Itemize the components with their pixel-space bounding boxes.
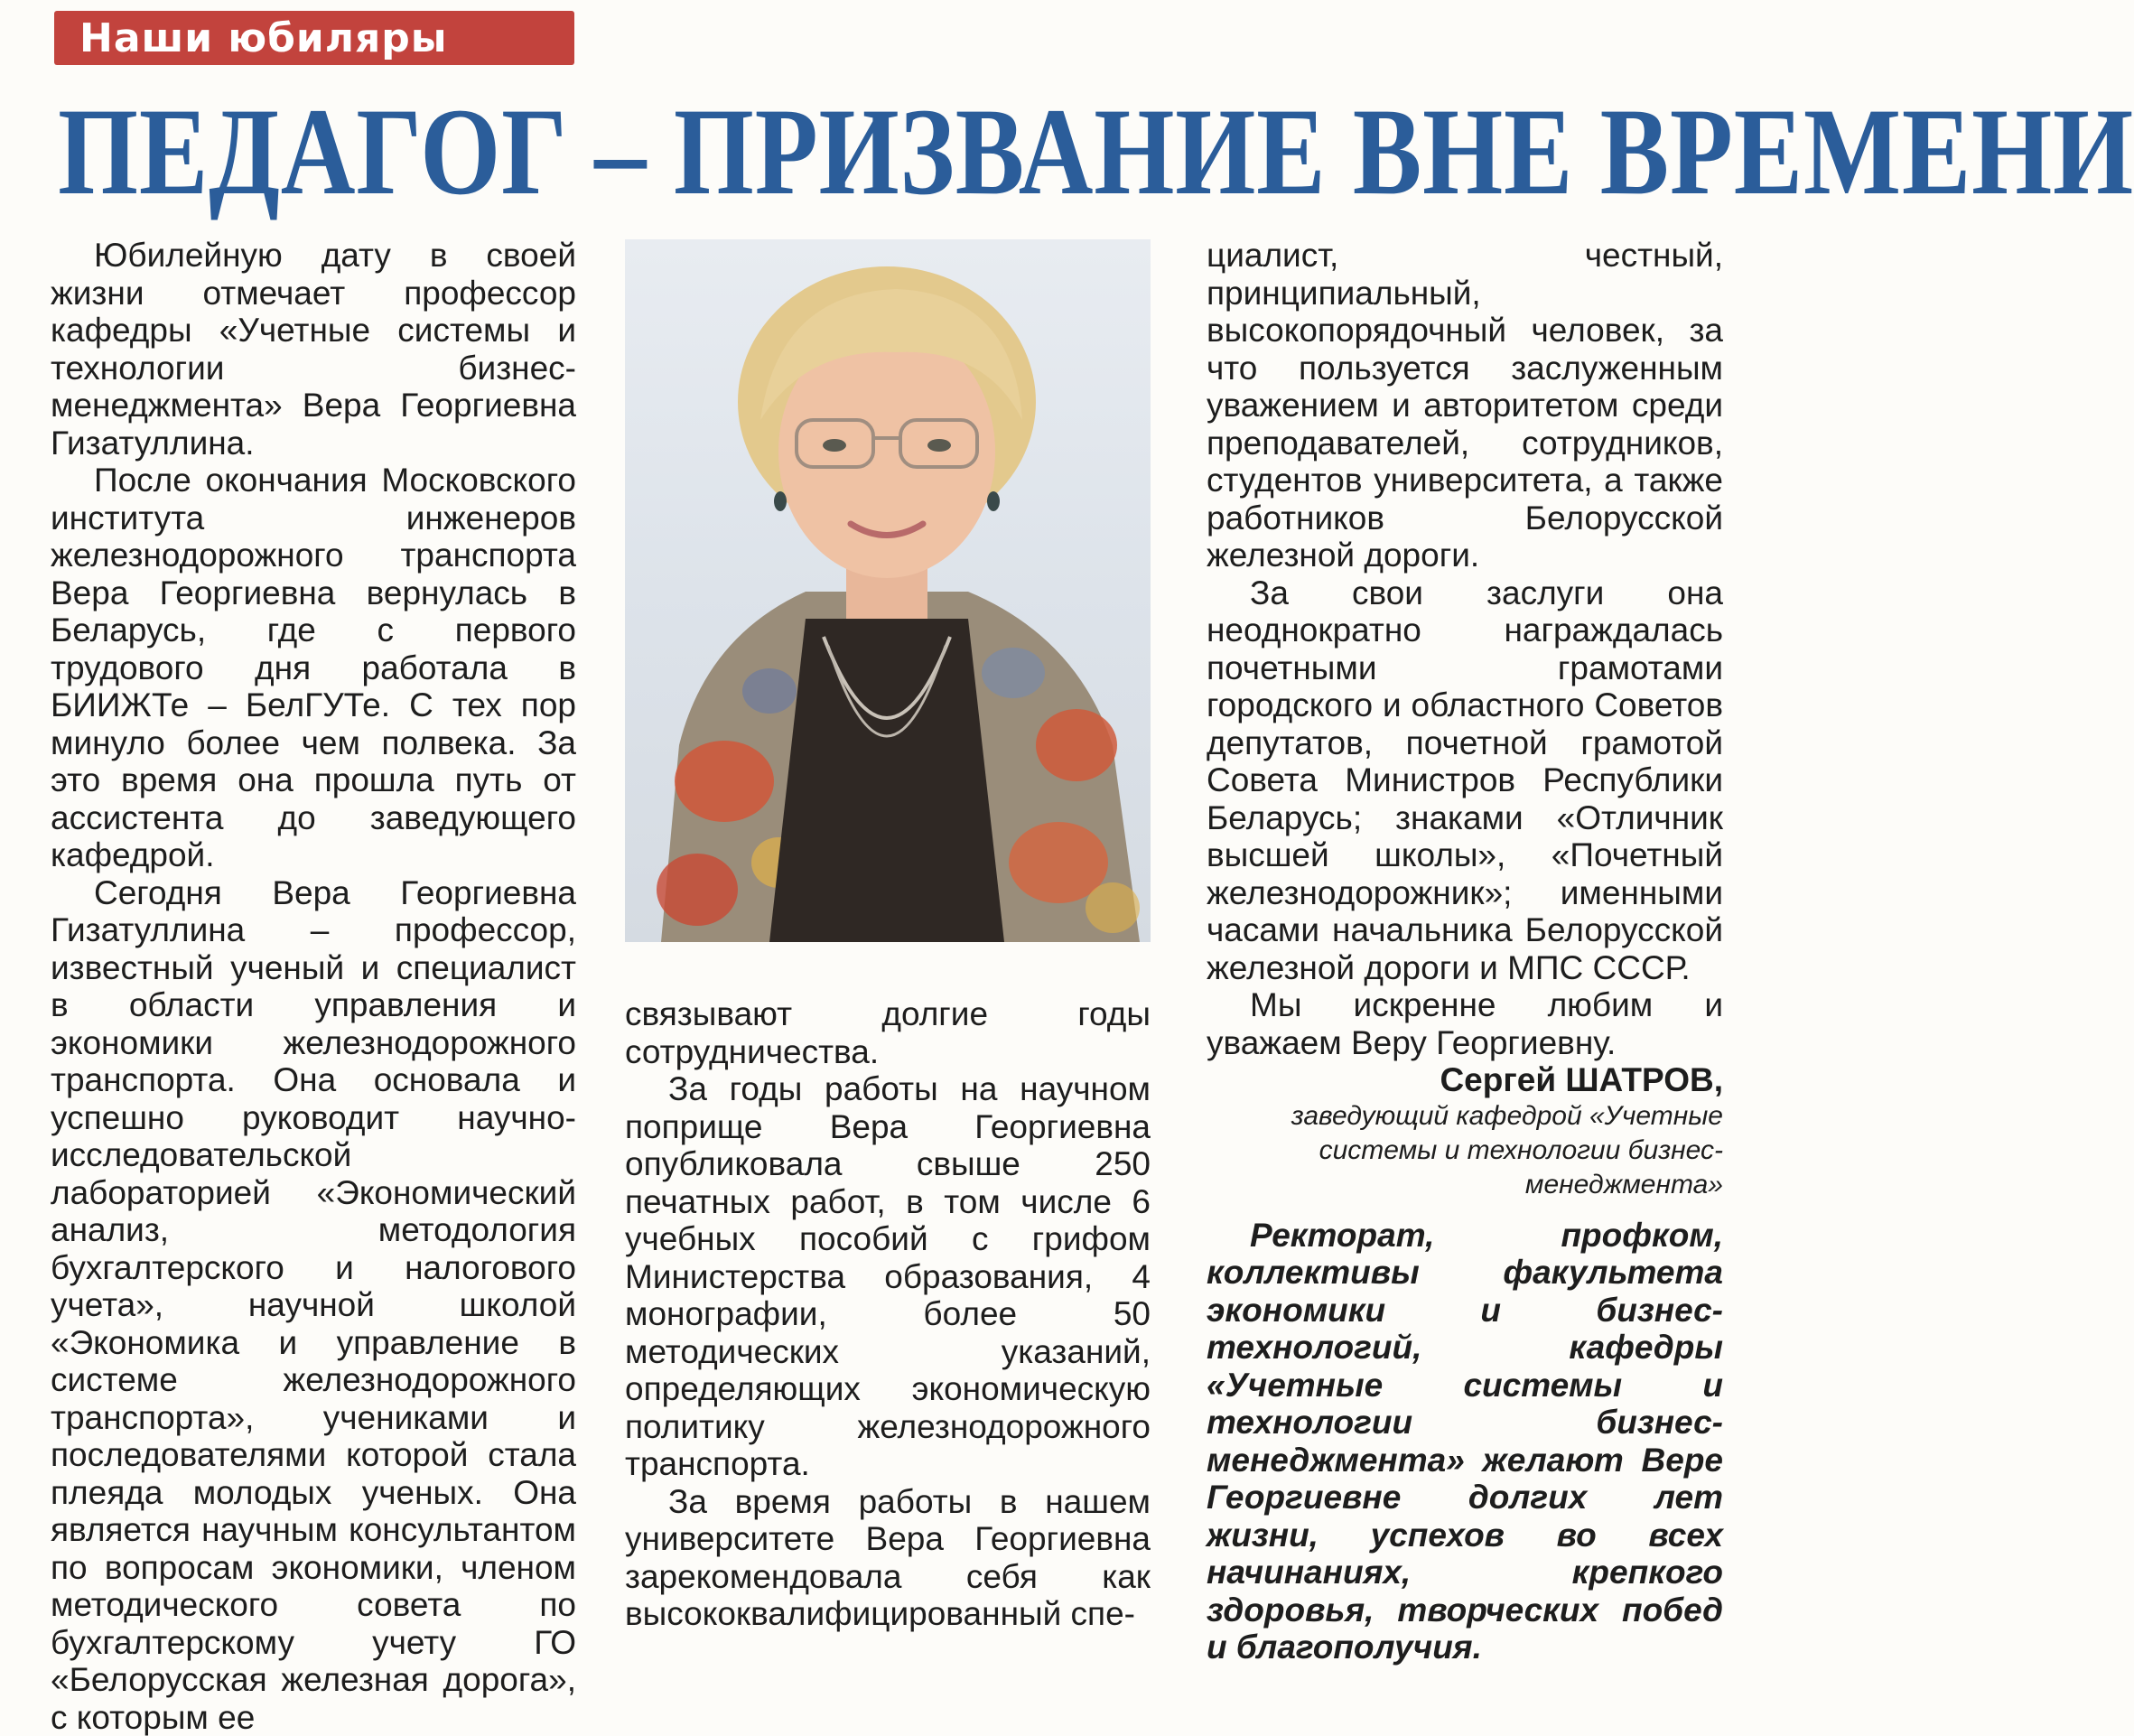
author-name: Сергей ШАТРОВ,	[1207, 1061, 1723, 1099]
paragraph: За свои заслуги она неоднократно награждалась почетными грамотами городского и областного Советов депутатов, почетной грамотой Совета Министров Республики Беларусь; знаками «Отличник высшей школы», «Почетный железнодорожник»; именными часами начальника Белорусской железной дороги и МПС СССР.	[1207, 574, 1723, 987]
greeting-text: Ректорат, профком, коллективы факультета экономики и бизнес-технологий, кафедры «Учетные системы и технологии бизнес-менеджмента» желают Вере Георгиевне долгих лет жизни, успехов во всех начинаниях, крепкого здоровья, творческих побед и благополучия.	[1207, 1217, 1723, 1666]
rubric-banner	[54, 11, 574, 65]
paragraph: За годы работы на научном поприще Вера Георгиевна опубликовала свыше 250 печатных работ, в том числе 6 учебных пособий с грифом Министерства образования, 4 монографии, более 50 методических указаний, определяющих экономическую политику железнодорожного транспорта.	[625, 1070, 1151, 1483]
rubric-label: Наши юбиляры	[79, 15, 447, 61]
paragraph: После окончания Московского института инженеров железнодорожного транспорта Вера Георгиевна вернулась в Беларусь, где с первого трудового дня работала в БИИЖТе – БелГУТе. С тех пор минуло более чем полвека. За это время она прошла путь от ассистента до заведующего кафедрой.	[51, 462, 576, 874]
portrait-illustration	[625, 239, 1151, 942]
paragraph: Мы искренне любим и уважаем Веру Георгиевну.	[1207, 986, 1723, 1061]
article-column-1	[51, 237, 576, 1736]
paragraph: связывают долгие годы сотрудничества.	[625, 995, 1151, 1070]
paragraph: Сегодня Вера Георгиевна Гизатуллина – профессор, известный ученый и специалист в области управления и экономики железнодорожного транспорта. Она основала и успешно руководит научно-исследовательской лабораторией «Экономический анализ, методология бухгалтерского и налогового учета», научной школой «Экономика и управление в системе железнодорожного транспорта», учениками и последователями которой стала плеяда молодых ученых. Она является научным консультантом по вопросам экономики, членом методического совета по бухгалтерскому учету ГО «Белорусская железная дорога», с которым ее	[51, 874, 576, 1736]
paragraph: Юбилейную дату в своей жизни отмечает профессор кафедры «Учетные системы и технологии бизнес-менеджмента» Вера Георгиевна Гизатуллина.	[51, 237, 576, 462]
article-column-2	[625, 995, 1151, 1633]
article-column-3	[1207, 237, 1723, 1666]
paragraph: циалист, честный, принципиальный, высокопорядочный человек, за что пользуется заслуженным уважением и авторитетом среди преподавателей, сотрудников, студентов университета, а также работников Белорусской железной дороги.	[1207, 237, 1723, 574]
author-position: заведующий кафедрой «Учетные системы и технологии бизнес-менеджмента»	[1207, 1099, 1723, 1202]
portrait-photo	[625, 239, 1151, 942]
paragraph: За время работы в нашем университете Вера Георгиевна зарекомендовала себя как высококвалифицированный спе-	[625, 1483, 1151, 1633]
article-headline: ПЕДАГОГ – ПРИЗВАНИЕ ВНЕ ВРЕМЕНИ	[58, 79, 1452, 224]
